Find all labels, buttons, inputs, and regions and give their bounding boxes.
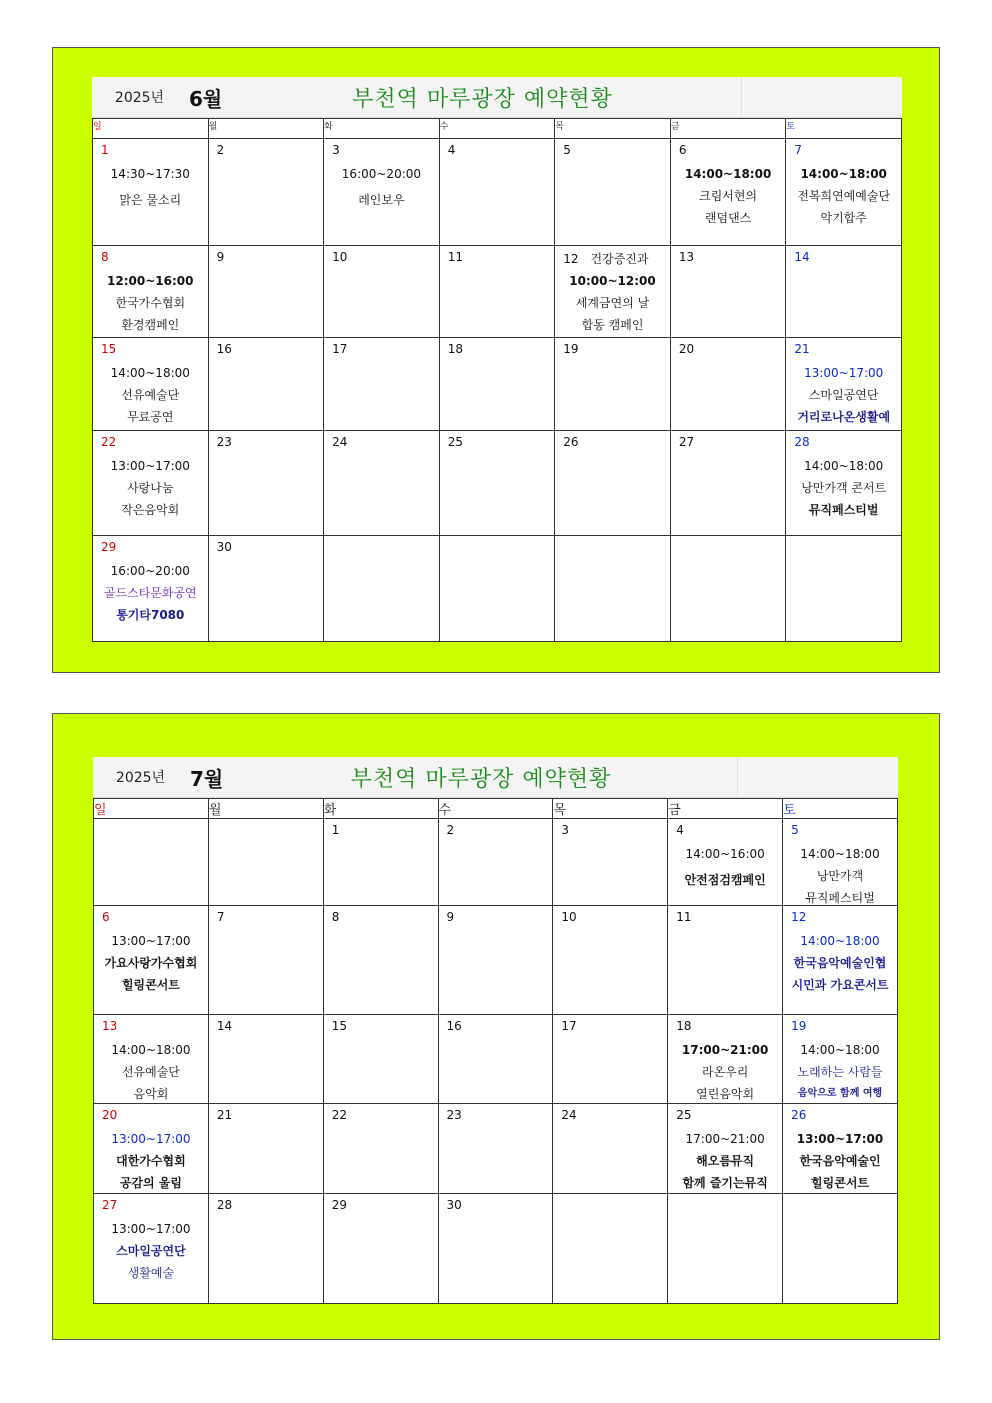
day-cell[interactable]	[783, 1194, 898, 1304]
day-cell[interactable]	[94, 1104, 209, 1194]
day-number: 8	[331, 910, 340, 924]
day-number: 29	[331, 1198, 347, 1212]
day-number: 14	[216, 1019, 233, 1033]
day-number: 26	[791, 1108, 807, 1122]
day-number	[555, 246, 670, 266]
day-number: 25	[676, 1108, 692, 1122]
event-time: 14:30~17:30	[110, 167, 190, 181]
event-title: 노래하는 사람들	[797, 1065, 883, 1079]
day-number: 2	[446, 823, 455, 837]
day-cell[interactable]	[553, 1015, 668, 1104]
june-weeks	[93, 139, 902, 642]
day-number: 10	[332, 250, 348, 264]
day-number: 6	[102, 910, 110, 924]
day-number: 21	[794, 342, 810, 356]
week-row	[94, 819, 898, 906]
day-cell[interactable]	[324, 139, 440, 246]
event-title: 뮤직페스티벌	[808, 503, 879, 517]
event-title: 무료공연	[127, 410, 174, 424]
event-title: 맑은 물소리	[119, 193, 182, 207]
day-cell[interactable]	[94, 1015, 209, 1104]
day-number: 16	[446, 1019, 462, 1033]
day-cell[interactable]	[93, 246, 209, 338]
title-spacer	[741, 77, 902, 117]
day-number: 9	[216, 250, 225, 264]
event-title: 가요사랑가수협회	[104, 956, 198, 970]
event-title: 힐링콘서트	[811, 1176, 870, 1190]
event-time: 14:00~16:00	[685, 847, 765, 861]
week-row	[93, 431, 902, 536]
year-label: 2025년	[114, 90, 165, 106]
day-cell[interactable]	[439, 139, 555, 246]
day-cell[interactable]	[668, 906, 783, 1015]
july-grid	[93, 798, 898, 1304]
day-number: 22	[101, 435, 117, 449]
day-cell[interactable]	[553, 819, 668, 906]
event-title: 전복희연예예술단	[797, 189, 891, 203]
event-title: 환경캠페인	[121, 318, 180, 332]
day-number: 11	[676, 910, 692, 924]
day-number: 18	[676, 1019, 692, 1033]
day-cell[interactable]	[668, 819, 783, 906]
event-title: 크림서현의	[699, 189, 758, 203]
event-time: 14:00~18:00	[110, 366, 190, 380]
weekday-sun: 일	[94, 799, 209, 819]
day-cell[interactable]	[553, 1104, 668, 1194]
weekday-sun: 일	[93, 119, 209, 139]
event-title: 스마일공연단	[116, 1244, 186, 1258]
june-titlebar	[92, 77, 902, 118]
event-time: 13:00~17:00	[804, 366, 884, 380]
day-cell[interactable]	[439, 536, 555, 642]
week-row	[94, 906, 898, 1015]
event-time: 16:00~20:00	[341, 167, 422, 181]
weekday-fri: 금	[670, 119, 786, 139]
day-number: 3	[561, 823, 570, 837]
event-title: 합동 캠페인	[581, 318, 644, 332]
day-cell[interactable]	[786, 338, 902, 431]
day-number: 30	[446, 1198, 462, 1212]
day-cell[interactable]	[208, 431, 324, 536]
day-number: 13	[102, 1019, 118, 1033]
day-number: 20	[102, 1108, 118, 1122]
day-cell[interactable]	[670, 431, 786, 536]
calendar-title: 부천역 마루광장 예약현황	[350, 766, 612, 792]
event-title: 시민과 가요콘서트	[791, 978, 889, 992]
day-number: 7	[794, 143, 803, 157]
day-number: 19	[791, 1019, 807, 1033]
event-time: 14:00~18:00	[800, 167, 887, 181]
event-title: 세계금연의 날	[575, 296, 650, 310]
day-number: 20	[678, 342, 695, 356]
day-cell[interactable]	[555, 536, 671, 642]
day-cell[interactable]	[438, 906, 553, 1015]
weekday-sat: 토	[783, 799, 898, 819]
day-number: 11	[447, 250, 463, 264]
day-number: 5	[563, 143, 571, 157]
week-row	[93, 536, 902, 642]
event-title: 선유예술단	[121, 388, 180, 402]
day-cell[interactable]	[783, 819, 898, 906]
day-cell[interactable]	[208, 1194, 323, 1304]
day-number: 27	[678, 435, 695, 449]
day-cell[interactable]	[323, 906, 438, 1015]
event-title: 뮤직페스티벌	[805, 891, 875, 905]
day-cell[interactable]	[94, 819, 209, 906]
day-number: 6	[678, 143, 687, 157]
day-cell[interactable]	[783, 1015, 898, 1104]
week-row	[94, 1194, 898, 1304]
day-cell[interactable]	[94, 1194, 209, 1304]
day-number: 4	[447, 143, 456, 157]
day-number: 4	[676, 823, 684, 837]
day-cell[interactable]	[324, 246, 440, 338]
month-label: 6월	[189, 86, 223, 111]
day-cell[interactable]	[670, 246, 786, 338]
day-number: 7	[216, 910, 225, 924]
event-time: 17:00~21:00	[681, 1043, 769, 1057]
day-cell[interactable]	[324, 338, 440, 431]
day-number: 19	[563, 342, 579, 356]
year-label: 2025년	[115, 770, 166, 786]
day-cell[interactable]	[208, 1104, 323, 1194]
july-weeks	[94, 819, 898, 1304]
day-cell[interactable]	[438, 1015, 553, 1104]
day-number: 15	[331, 1019, 347, 1033]
day-number: 27	[102, 1198, 118, 1212]
june-calendar	[92, 77, 902, 642]
event-time: 10:00~12:00	[569, 274, 656, 288]
day-cell[interactable]	[439, 431, 555, 536]
day-number	[671, 536, 786, 556]
day-number: 3	[332, 143, 340, 157]
event-time: 12:00~16:00	[107, 274, 194, 288]
day-cell[interactable]	[439, 338, 555, 431]
day-cell[interactable]	[208, 906, 323, 1015]
day-cell[interactable]	[208, 536, 324, 642]
event-title: 안전점검캠페인	[684, 873, 766, 887]
day-number: 16	[216, 342, 232, 356]
day-cell[interactable]	[323, 1104, 438, 1194]
day-cell[interactable]	[786, 536, 902, 642]
day-number: 28	[216, 1198, 233, 1212]
day-cell[interactable]	[439, 246, 555, 338]
day-cell[interactable]	[555, 246, 671, 338]
day-cell[interactable]	[208, 338, 324, 431]
event-title: 열린음악회	[696, 1087, 755, 1101]
day-number	[324, 536, 439, 556]
day-cell[interactable]	[786, 246, 902, 338]
day-number	[555, 536, 670, 556]
event-title: 골드스타문화공연	[103, 586, 197, 600]
day-cell[interactable]	[670, 536, 786, 642]
day-number	[94, 819, 208, 839]
weekday-header	[93, 119, 902, 139]
day-cell[interactable]	[93, 536, 209, 642]
day-cell[interactable]	[438, 1104, 553, 1194]
event-title: 생활예술	[127, 1266, 175, 1280]
weekday-thu: 목	[555, 119, 671, 139]
day-cell[interactable]	[786, 139, 902, 246]
day-number: 24	[561, 1108, 577, 1122]
event-title: 힐링콘서트	[121, 978, 180, 992]
day-cell[interactable]	[786, 431, 902, 536]
day-cell[interactable]	[438, 1194, 553, 1304]
day-cell[interactable]	[668, 1194, 783, 1304]
week-row	[93, 246, 902, 338]
weekday-tue: 화	[324, 119, 440, 139]
day-number: 21	[216, 1108, 233, 1122]
day-cell[interactable]	[668, 1015, 783, 1104]
day-number: 29	[101, 540, 117, 554]
day-number	[553, 1194, 667, 1214]
title-spacer	[737, 757, 898, 797]
day-cell[interactable]	[323, 1015, 438, 1104]
day-number: 2	[216, 143, 225, 157]
event-title: 공감의 울림	[119, 1176, 182, 1190]
event-title: 사랑나눔	[127, 481, 174, 495]
event-time: 14:00~18:00	[684, 167, 772, 181]
day-number: 17	[332, 342, 348, 356]
event-time: 13:00~17:00	[796, 1132, 884, 1146]
event-title: 악기합주	[820, 211, 867, 225]
week-row	[94, 1015, 898, 1104]
day-number: 28	[794, 435, 810, 449]
day-cell[interactable]	[208, 139, 324, 246]
day-number: 26	[563, 435, 579, 449]
day-cell[interactable]	[555, 338, 671, 431]
event-title: 통기타7080	[116, 608, 185, 622]
day-number: 15	[101, 342, 117, 356]
july-calendar	[93, 757, 898, 1304]
july-panel	[52, 713, 940, 1340]
day-number: 1	[101, 143, 109, 157]
event-title: 한국음악예술인	[799, 1154, 881, 1168]
event-time: 13:00~17:00	[110, 459, 190, 473]
weekday-header	[94, 799, 898, 819]
event-time: 16:00~20:00	[110, 564, 190, 578]
day-number-text: 12	[563, 252, 579, 266]
day-number	[783, 1194, 897, 1214]
event-title: 라온우리	[701, 1065, 749, 1079]
day-number: 30	[216, 540, 232, 554]
event-time: 14:00~18:00	[800, 1043, 880, 1057]
week-row	[93, 139, 902, 246]
event-title: 낭만가객	[816, 869, 864, 883]
weekday-tue: 화	[323, 799, 438, 819]
event-title: 한국가수협회	[115, 296, 186, 310]
july-titlebar	[93, 757, 898, 798]
event-title: 함께 즐기는뮤직	[682, 1176, 768, 1190]
event-title: 랜덤댄스	[704, 211, 752, 225]
day-cell[interactable]	[783, 1104, 898, 1194]
week-row	[94, 1104, 898, 1194]
day-cell[interactable]	[553, 1194, 668, 1304]
month-label: 7월	[190, 766, 224, 791]
day-cell[interactable]	[553, 906, 668, 1015]
week-row	[93, 338, 902, 431]
day-number	[209, 819, 323, 839]
event-time: 14:00~18:00	[804, 459, 884, 473]
day-cell[interactable]	[324, 431, 440, 536]
day-number: 5	[791, 823, 799, 837]
day-number: 1	[331, 823, 340, 837]
day-cell[interactable]	[555, 139, 671, 246]
day-cell[interactable]	[555, 431, 671, 536]
day-cell[interactable]	[324, 536, 440, 642]
day-cell[interactable]	[93, 139, 209, 246]
day-note: 건강증진과	[590, 252, 649, 266]
day-number: 23	[446, 1108, 462, 1122]
event-title: 선유예술단	[121, 1065, 180, 1079]
weekday-fri: 금	[668, 799, 783, 819]
day-number: 8	[101, 250, 109, 264]
day-cell[interactable]	[670, 139, 786, 246]
day-cell[interactable]	[93, 338, 209, 431]
event-title: 레인보우	[358, 193, 405, 207]
weekday-thu: 목	[553, 799, 668, 819]
day-number: 14	[794, 250, 810, 264]
day-cell[interactable]	[438, 819, 553, 906]
event-title: 거리로나온생활예	[797, 410, 891, 424]
day-number: 9	[446, 910, 455, 924]
weekday-sat: 토	[786, 119, 902, 139]
day-cell[interactable]	[208, 819, 323, 906]
event-time: 14:00~18:00	[111, 1043, 191, 1057]
event-time: 14:00~18:00	[800, 847, 880, 861]
event-time: 13:00~17:00	[111, 1132, 191, 1146]
event-time: 13:00~17:00	[111, 934, 191, 948]
day-number: 18	[447, 342, 463, 356]
weekday-mon: 월	[208, 799, 323, 819]
event-time: 13:00~17:00	[111, 1222, 191, 1236]
day-cell[interactable]	[94, 906, 209, 1015]
day-number: 23	[216, 435, 232, 449]
event-title: 낭만가객 콘서트	[801, 481, 887, 495]
day-number: 17	[561, 1019, 577, 1033]
event-title: 스마일공연단	[808, 388, 879, 402]
day-number	[786, 536, 901, 556]
day-cell[interactable]	[323, 819, 438, 906]
event-time: 17:00~21:00	[685, 1132, 765, 1146]
event-title: 음악회	[133, 1087, 169, 1101]
event-title: 해오름뮤직	[696, 1154, 755, 1168]
june-grid	[92, 118, 902, 642]
day-cell[interactable]	[208, 246, 324, 338]
day-cell[interactable]	[323, 1194, 438, 1304]
day-number: 12	[791, 910, 807, 924]
event-title: 음악으로 함께 여행	[797, 1088, 883, 1099]
day-number: 22	[331, 1108, 347, 1122]
calendar-title: 부천역 마루광장 예약현황	[352, 86, 613, 112]
day-number: 25	[447, 435, 463, 449]
event-title: 작은음악회	[121, 503, 180, 517]
event-time: 14:00~18:00	[800, 934, 880, 948]
weekday-wed: 수	[438, 799, 553, 819]
june-panel	[52, 47, 940, 673]
day-cell[interactable]	[93, 431, 209, 536]
weekday-wed: 수	[439, 119, 555, 139]
day-number: 24	[332, 435, 348, 449]
weekday-mon: 월	[208, 119, 324, 139]
day-number: 13	[678, 250, 695, 264]
day-cell[interactable]	[670, 338, 786, 431]
day-cell[interactable]	[668, 1104, 783, 1194]
event-title: 한국음악예술인협	[793, 956, 887, 970]
day-cell[interactable]	[208, 1015, 323, 1104]
day-number	[440, 536, 555, 556]
event-title: 대한가수협회	[116, 1154, 186, 1168]
day-cell[interactable]	[783, 906, 898, 1015]
day-number: 10	[561, 910, 577, 924]
day-number	[668, 1194, 782, 1214]
